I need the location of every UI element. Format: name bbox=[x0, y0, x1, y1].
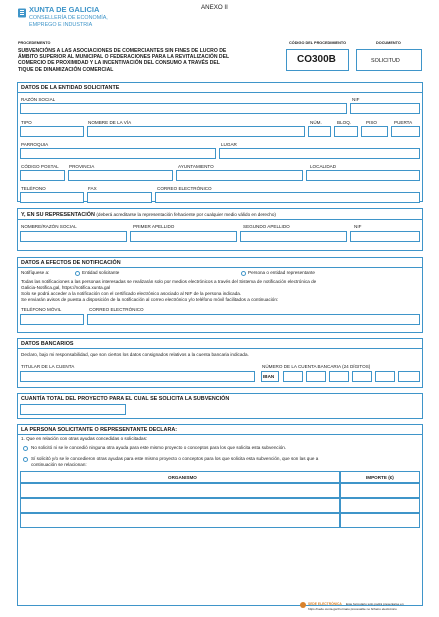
notification-info-line: Se enviarán avisos de puesta a disposición de la notificación al correo electrónico y/o teléfono móvil facilitados a continuación: bbox=[21, 297, 279, 302]
org-name: XUNTA DE GALICIA bbox=[29, 5, 100, 14]
notify-entity-label: Entidad solicitante bbox=[82, 270, 120, 275]
movil-label: TELÉFONO MÓVIL bbox=[21, 307, 62, 312]
col-organismo-label: ORGANISMO bbox=[168, 475, 197, 480]
procedure-title bbox=[18, 48, 229, 73]
num-field[interactable] bbox=[308, 126, 331, 137]
procedure-title-line: SUBVENCIÓNS A LAS ASOCIACIONES DE COMERCIANTES SIN FINES DE LUCRO DE bbox=[18, 48, 227, 54]
notify-correo-label: CORREO ELECTRÓNICO bbox=[89, 307, 144, 312]
parroquia-field[interactable] bbox=[20, 148, 216, 159]
iban-field[interactable] bbox=[261, 371, 279, 382]
aid-table-row-importe[interactable] bbox=[340, 498, 420, 513]
rep-segundo-apellido-label: SEGUNDO APELLIDO bbox=[243, 224, 290, 229]
bank-section-title: DATOS BANCARIOS bbox=[21, 341, 74, 347]
nombre-via-field[interactable] bbox=[87, 126, 305, 137]
aid-no-label: No solicitó ni se le concedió ninguna otra ayuda para este mismo proyecto o conceptos para los que solicita esta subvención. bbox=[31, 445, 287, 450]
document-label: DOCUMENTO bbox=[376, 41, 401, 45]
rep-nif-label: NIF bbox=[354, 224, 362, 229]
codigo-postal-field[interactable] bbox=[20, 170, 65, 181]
declaration-section-title: LA PERSONA SOLICITANTE O REPRESENTANTE DECLARA: bbox=[21, 427, 178, 433]
procedure-title-line: COMERCIO DE PROXIMIDAD Y LA INCENTIVACIÓN DEL CONSUMO A TRAVÉS DEL bbox=[18, 60, 220, 67]
piso-field[interactable] bbox=[361, 126, 388, 137]
account-field-1[interactable] bbox=[283, 371, 303, 382]
correo-label: CORREO ELECTRÓNICO bbox=[157, 186, 212, 191]
procedure-title-line: ÁMBITO SUPERIOR AL MUNICIPAL O FEDERACIONES PARA LA REVITALIZACIÓN DEL bbox=[18, 54, 230, 61]
lugar-label: LUGAR bbox=[221, 142, 237, 147]
tipo-label: TIPO bbox=[21, 120, 32, 125]
movil-field[interactable] bbox=[20, 314, 84, 325]
sede-badge-text: SEDE ELECTRÓNICA bbox=[308, 602, 342, 606]
fax-label: FAX bbox=[88, 186, 97, 191]
bloq-field[interactable] bbox=[334, 126, 358, 137]
representative-section-title bbox=[21, 212, 276, 218]
iban-label: IBAN bbox=[263, 374, 275, 379]
rep-primer-apellido-label: PRIMER APELLIDO bbox=[133, 224, 175, 229]
rep-nif-field[interactable] bbox=[350, 231, 420, 242]
rep-nombre-label: NOMBRE/RAZÓN SOCIAL bbox=[21, 224, 77, 229]
applicant-section-title: DATOS DE LA ENTIDAD SOLICITANTE bbox=[21, 85, 120, 91]
aid-yes-label-line1: Sí solicitó y/o se le concedieron otras ayudas para este mismo proyecto o conceptos para los que solicita esta subvención, que son las que a bbox=[31, 456, 319, 461]
annex-label: ANEXO II bbox=[201, 4, 228, 11]
ayuntamiento-label: AYUNTAMIENTO bbox=[178, 164, 214, 169]
divider bbox=[17, 348, 423, 349]
telefono-field[interactable] bbox=[20, 192, 84, 203]
provincia-label: PROVINCIA bbox=[69, 164, 95, 169]
localidad-field[interactable] bbox=[306, 170, 420, 181]
footer-text-line1: Este formulario sólo podrá presentarse en bbox=[346, 602, 404, 606]
representative-note: (deberá acreditarse la representación fehaciente por cualquier medio válido en derecho) bbox=[96, 212, 276, 217]
telefono-label: TELÉFONO bbox=[21, 186, 46, 191]
procedure-code: CO300B bbox=[297, 54, 336, 65]
account-field-2[interactable] bbox=[306, 371, 326, 382]
applicant-section bbox=[17, 82, 423, 202]
notification-info-line: Solo se podrá acceder a la notificación con el certificado electrónico asociado al NIF de la persona indicada. bbox=[21, 291, 242, 296]
procedure-title-line: TIQUE DE DINAMIZACIÓN COMERCIAL bbox=[18, 66, 114, 73]
puerta-label: PUERTA bbox=[394, 120, 413, 125]
col-importe-label: IMPORTE (€) bbox=[366, 475, 394, 480]
declaration-item-1: 1. Que en relación con otras ayudas concedidas o solicitadas: bbox=[21, 436, 148, 441]
aid-table-row-organismo[interactable] bbox=[20, 483, 340, 498]
notify-representative-radio[interactable] bbox=[241, 271, 246, 276]
parroquia-label: PARROQUIA bbox=[21, 142, 49, 147]
bank-declaration: Declaro, bajo mi responsabilidad, que son ciertos los datos consignados relativos a la cuenta bancaria indicada. bbox=[21, 352, 249, 357]
aid-table-row-importe[interactable] bbox=[340, 513, 420, 528]
divider bbox=[17, 219, 423, 220]
total-section-title: CUANTÍA TOTAL DEL PROYECTO PARA EL CUAL SE SOLICITA LA SUBVENCIÓN bbox=[21, 396, 230, 402]
fax-field[interactable] bbox=[87, 192, 152, 203]
ayuntamiento-field[interactable] bbox=[176, 170, 303, 181]
notification-section-title: DATOS A EFECTOS DE NOTIFICACIÓN bbox=[21, 260, 121, 266]
provincia-field[interactable] bbox=[68, 170, 173, 181]
puerta-field[interactable] bbox=[391, 126, 420, 137]
lugar-field[interactable] bbox=[219, 148, 420, 159]
aid-yes-label-line2: continuación se relacionan: bbox=[31, 462, 87, 467]
total-amount-field[interactable] bbox=[20, 404, 126, 415]
xunta-logo bbox=[17, 5, 27, 15]
notification-info-line: Todas las notificaciones a las personas interesadas se realizarán solo por medios electrónicos a través del Sistema de notificación electrónica de bbox=[21, 279, 317, 284]
notify-to-label: Notifíquese a: bbox=[21, 270, 50, 275]
tipo-field[interactable] bbox=[20, 126, 84, 137]
account-field-3[interactable] bbox=[329, 371, 349, 382]
piso-label: PISO bbox=[366, 120, 377, 125]
footer-text-line2: https://sede.xunta.gal Formato procesable no ficheiro electrónico bbox=[308, 607, 397, 611]
titular-label: TITULAR DE LA CUENTA bbox=[21, 364, 75, 369]
procedure-label: PROCEDEMENTO bbox=[18, 41, 51, 45]
notify-correo-field[interactable] bbox=[87, 314, 420, 325]
num-label: NÚM. bbox=[310, 120, 322, 125]
notify-entity-radio[interactable] bbox=[75, 271, 80, 276]
aid-table-row-organismo[interactable] bbox=[20, 513, 340, 528]
aid-yes-radio[interactable] bbox=[23, 457, 28, 462]
aid-table-row-organismo[interactable] bbox=[20, 498, 340, 513]
aid-no-radio[interactable] bbox=[23, 446, 28, 451]
localidad-label: LOCALIDAD bbox=[310, 164, 337, 169]
ministry-line1: CONSELLERÍA DE ECONOMÍA, bbox=[29, 15, 108, 21]
aid-table-row-importe[interactable] bbox=[340, 483, 420, 498]
notification-info-line: Galicia-Notifica.gal, https://notifica.xunta.gal bbox=[21, 285, 111, 290]
account-field-5[interactable] bbox=[375, 371, 395, 382]
codigo-postal-label: CÓDIGO POSTAL bbox=[21, 164, 59, 169]
rep-primer-apellido-field[interactable] bbox=[130, 231, 237, 242]
ministry-line2: EMPREGO E INDUSTRIA bbox=[29, 22, 93, 28]
rep-nombre-field[interactable] bbox=[20, 231, 127, 242]
titular-field[interactable] bbox=[20, 371, 255, 382]
divider bbox=[17, 267, 423, 268]
xunta-shield-icon bbox=[17, 8, 27, 18]
divider bbox=[17, 434, 423, 435]
applicant-nif-field[interactable] bbox=[350, 103, 420, 114]
razon-social-field[interactable] bbox=[20, 103, 347, 114]
bloq-label: BLOQ. bbox=[337, 120, 352, 125]
razon-social-label: RAZÓN SOCIAL bbox=[21, 97, 56, 102]
sede-badge bbox=[300, 602, 306, 608]
account-number-label: NÚMERO DE LA CUENTA BANCARIA (24 DÍGITOS) bbox=[262, 364, 371, 369]
correo-field[interactable] bbox=[155, 192, 420, 203]
applicant-nif-label: NIF bbox=[352, 97, 360, 102]
representative-title-text: Y, EN SU REPRESENTACIÓN bbox=[21, 212, 95, 218]
notify-representative-label: Persona o entidad representante bbox=[248, 270, 315, 275]
document-type: SOLICITUD bbox=[371, 58, 400, 64]
nombre-via-label: NOMBRE DE LA VÍA bbox=[88, 120, 132, 125]
divider bbox=[17, 92, 423, 93]
rep-segundo-apellido-field[interactable] bbox=[240, 231, 347, 242]
account-field-6[interactable] bbox=[398, 371, 420, 382]
account-field-4[interactable] bbox=[352, 371, 372, 382]
procedure-code-label: CÓDIGO DEL PROCEDIMIENTO bbox=[289, 41, 347, 45]
